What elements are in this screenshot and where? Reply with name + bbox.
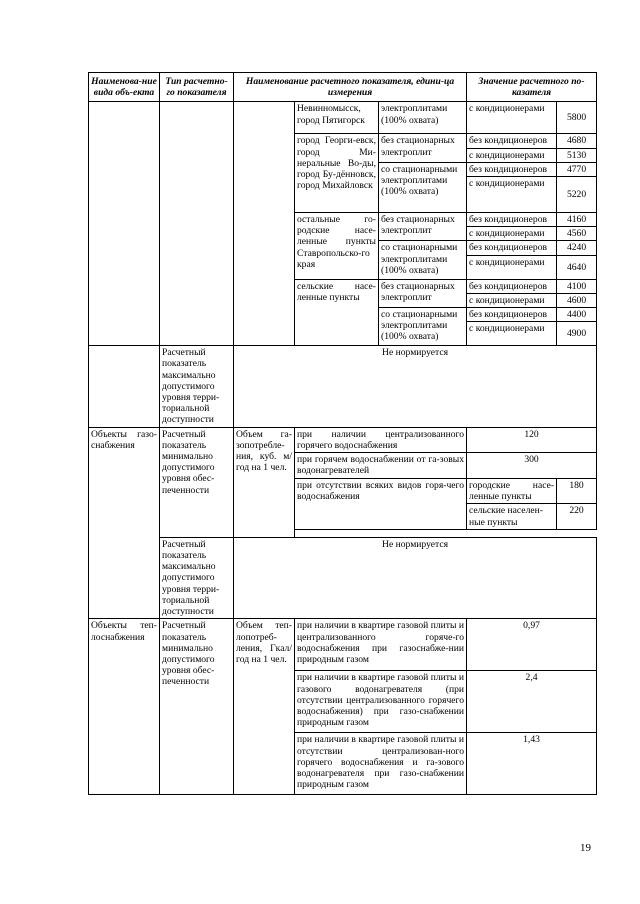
- value-cell: 5220: [557, 177, 597, 213]
- object-cell-empty: [89, 346, 160, 427]
- cond-type-cell: с кондиционерами: [467, 293, 557, 307]
- value-cell: 4560: [557, 227, 597, 241]
- type-min-provision: Расчетный показатель минимально допустимого уровня обес-печенности: [160, 619, 234, 795]
- stove-type-cell: без стационарных электроплит: [379, 213, 467, 241]
- heat-condition-1: при наличии в квартире газовой плиты и централизованного горяче-го водоснабжения при газоснабже-нии природным газом: [295, 619, 467, 671]
- stove-type-cell: со стационарными электроплитами (100% охвата): [379, 241, 467, 279]
- cond-type-cell: без кондиционеров: [467, 241, 557, 255]
- settlement-nevinnomyssk: Невинномысск, город Пятигорск: [295, 102, 379, 134]
- heat-condition-2: при наличии в квартире газовой плиты и газового водонагревателя (при отсутствии централизованного горячего водоснабжения) при газо-снабжении природным газом: [295, 671, 467, 733]
- settlement-georgievsk: город Георги-евск, город Ми-неральные Во-ды, город Бу-дённовск, город Михайловск: [295, 134, 379, 213]
- cond-type-cell: с кондиционерами: [467, 322, 557, 346]
- norms-table: [88, 72, 597, 795]
- table-row: [89, 102, 597, 134]
- header-indicator-type: Тип расчетно-го показателя: [160, 73, 234, 102]
- blank-cell: [295, 529, 467, 537]
- type-min-provision: Расчетный показатель минимально допустимого уровня обес-печенности: [160, 427, 234, 537]
- stove-type-cell: со стационарными электроплитами (100% охвата): [379, 162, 467, 212]
- not-normalized-cell: Не нормируется: [234, 346, 597, 427]
- cond-type-cell: с кондиционерами: [467, 177, 557, 213]
- value-cell: 2,4: [467, 671, 597, 733]
- cond-type-cell: с кондиционерами: [467, 148, 557, 162]
- type-cell-empty: [160, 102, 234, 346]
- value-cell: 4600: [557, 293, 597, 307]
- cond-type-cell: без кондиционеров: [467, 134, 557, 148]
- value-cell: 4160: [557, 213, 597, 227]
- value-cell: 1,43: [467, 733, 597, 795]
- header-object-type: Наименова-ние вида объ-екта: [89, 73, 160, 102]
- header-row: [89, 73, 597, 102]
- table-row: [89, 427, 597, 452]
- type-max-accessibility: Расчетный показатель максимально допустимого уровня терри-ториальной доступности: [160, 537, 234, 618]
- settlement-other-urban: остальные го-родские насе-ленные пункты Ставропольско-го края: [295, 213, 379, 280]
- value-cell: 5800: [557, 102, 597, 134]
- cond-type-cell: с кондиционерами: [467, 227, 557, 241]
- indicator-cell-empty: [234, 102, 295, 346]
- type-max-accessibility: Расчетный показатель максимально допустимого уровня терри-ториальной доступности: [160, 346, 234, 427]
- value-cell: 300: [467, 453, 597, 479]
- table-row: [89, 346, 597, 427]
- cond-type-cell: с кондиционерами: [467, 255, 557, 279]
- value-cell: 5130: [557, 148, 597, 162]
- value-cell: 4900: [557, 322, 597, 346]
- value-cell: 4640: [557, 255, 597, 279]
- value-cell: 4680: [557, 134, 597, 148]
- gas-condition-central-hot-water: при наличии централизованного горячего водоснабжения: [295, 427, 467, 452]
- table-row: [89, 537, 597, 618]
- value-cell: 4400: [557, 308, 597, 322]
- blank-cell: [467, 529, 597, 537]
- object-gas-supply: Объекты газо-снабжения: [89, 427, 160, 619]
- settlement-rural: сельские насе-ленные пункты: [295, 279, 379, 346]
- not-normalized-cell: Не нормируется: [234, 537, 597, 618]
- cond-type-cell: без кондиционеров: [467, 162, 557, 176]
- settlement-rural: сельские населен-ные пункты: [467, 504, 557, 529]
- page-number: 19: [580, 842, 591, 854]
- header-indicator-value: Значение расчетного по-казателя: [467, 73, 597, 102]
- gas-condition-no-hot-water: при отсутствии всяких видов горя-чего водоснабжения: [295, 479, 467, 530]
- table-row: [89, 619, 597, 671]
- value-cell: 4100: [557, 279, 597, 293]
- value-cell: 0,97: [467, 619, 597, 671]
- object-heat-supply: Объекты теп-лоснабжения: [89, 619, 160, 795]
- stove-type-cell: без стационарных электроплит: [379, 279, 467, 307]
- header-indicator-name: Наименование расчетного показателя, едини-ца измерения: [234, 73, 467, 102]
- value-cell: 4240: [557, 241, 597, 255]
- cond-type-cell: без кондиционеров: [467, 213, 557, 227]
- value-cell: 180: [557, 479, 597, 504]
- stove-type-cell: со стационарными электроплитами (100% охвата): [379, 308, 467, 346]
- value-cell: 220: [557, 504, 597, 529]
- cond-type-cell: с кондиционерами: [467, 102, 557, 134]
- cond-type-cell: без кондиционеров: [467, 279, 557, 293]
- value-cell: 4770: [557, 162, 597, 176]
- object-cell-empty: [89, 102, 160, 346]
- indicator-gas-volume: Объем га-зопотребле-ния, куб. м/год на 1 чел.: [234, 427, 295, 537]
- gas-condition-gas-heaters: при горячем водоснабжении от га-зовых водонагревателей: [295, 453, 467, 479]
- cond-type-cell: без кондиционеров: [467, 308, 557, 322]
- stove-type-cell: электроплитами (100% охвата): [379, 102, 467, 134]
- heat-condition-3: при наличии в квартире газовой плиты и отсутствии централизован-ного горячего водоснабжения и га-зового водонагревателя при газо-снабжении природным газом: [295, 733, 467, 795]
- settlement-urban: городские насе-ленные пункты: [467, 479, 557, 504]
- indicator-heat-volume: Объем теп-лопотреб-ления, Гкал/год на 1 чел.: [234, 619, 295, 795]
- stove-type-cell: без стационарных электроплит: [379, 134, 467, 162]
- value-cell: 120: [467, 427, 597, 452]
